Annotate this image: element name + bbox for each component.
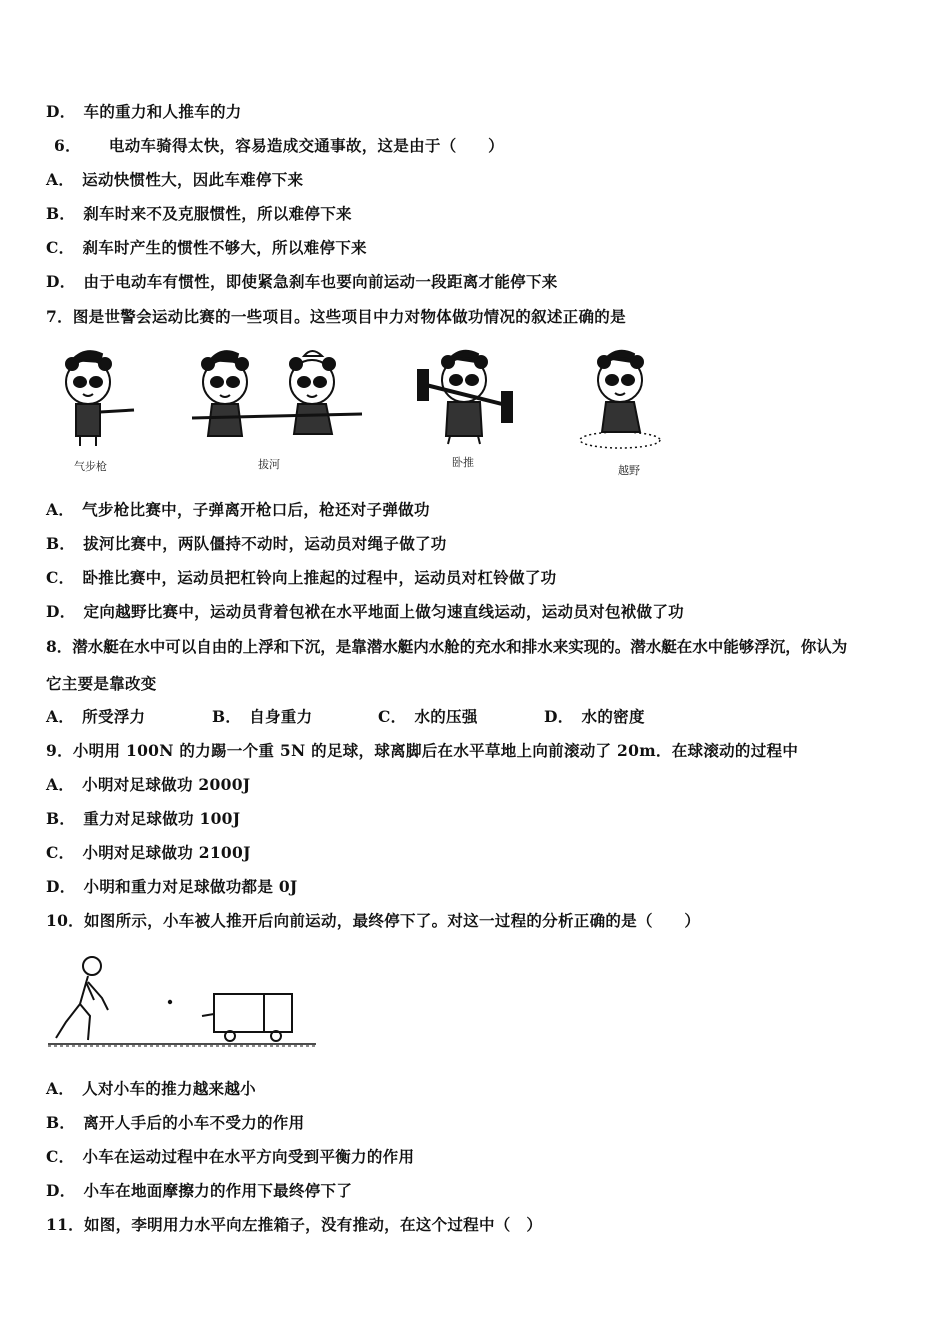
caption-orienteering: 越野	[618, 464, 640, 477]
question-text: 它主要是靠改变	[46, 674, 157, 693]
question-text: 电动车骑得太快，容易造成交通事故，这是由于（ ）	[108, 136, 504, 155]
option-text: 所受浮力	[82, 707, 146, 726]
option-label: B．	[46, 1113, 76, 1132]
q8-option-d	[544, 707, 645, 727]
option-label: A．	[46, 500, 75, 519]
cart-figure	[169, 994, 292, 1041]
option-text: 由于电动车有惯性，即使紧急刹车也要向前运动一段距离才能停下来	[83, 272, 558, 291]
option-text: 定向越野比赛中，运动员背着包袱在水平地面上做匀速直线运动，运动员对包袱做了功	[83, 602, 684, 621]
question-text: 11．如图，李明用力水平向左推箱子，没有推动，在这个过程中（ ）	[46, 1215, 543, 1234]
question-number: 6．	[54, 136, 81, 155]
q10-stem	[46, 911, 700, 931]
option-text: 人对小车的推力越来越小	[82, 1079, 256, 1098]
question-text: 10．如图所示，小车被人推开后向前运动，最终停下了。对这一过程的分析正确的是（ ）	[46, 911, 701, 930]
option-label: C．	[46, 1147, 75, 1166]
option-text: 水的密度	[581, 707, 645, 726]
q7-stem	[46, 307, 626, 327]
option-label: C．	[46, 568, 75, 587]
q7-option-d	[46, 602, 684, 622]
option-label: B．	[46, 204, 76, 223]
q9-option-a	[46, 775, 250, 795]
q7-option-c	[46, 568, 556, 588]
q7-option-b	[46, 534, 447, 554]
q10-option-b	[46, 1113, 304, 1133]
option-text: 水的压强	[414, 707, 478, 726]
option-label: B．	[46, 534, 76, 553]
caption-air-rifle: 气步枪	[74, 460, 107, 473]
q10-option-d	[46, 1181, 352, 1201]
option-text: 离开人手后的小车不受力的作用	[83, 1113, 305, 1132]
option-label: B．	[46, 809, 76, 828]
option-text: 卧推比赛中，运动员把杠铃向上推起的过程中，运动员对杠铃做了功	[82, 568, 557, 587]
panda-air-rifle	[66, 351, 134, 446]
q5-option-d	[46, 102, 242, 122]
question-text: 7．图是世警会运动比赛的一些项目。这些项目中力对物体做功情况的叙述正确的是	[46, 307, 626, 326]
q9-stem	[46, 741, 798, 761]
q9-option-c	[46, 843, 251, 863]
option-label: A．	[46, 775, 75, 794]
option-text: 小明对足球做功 2100J	[82, 843, 251, 862]
q8-stem-line2	[46, 674, 157, 694]
panda-tug-of-war	[192, 351, 362, 436]
q6-option-a	[46, 170, 303, 190]
question-text: 8．潜水艇在水中可以自由的上浮和下沉，是靠潜水艇内水舱的充水和排水来实现的。潜水艇在水中能够浮沉，你认为	[46, 637, 848, 656]
option-label: D．	[46, 877, 76, 896]
q8-option-b	[212, 707, 378, 727]
option-text: 刹车时来不及克服惯性，所以难停下来	[83, 204, 352, 223]
q6-option-b	[46, 204, 352, 224]
q8-option-c	[378, 707, 544, 727]
q8-stem-line1	[46, 637, 847, 657]
option-text: 小车在运动过程中在水平方向受到平衡力的作用	[82, 1147, 415, 1166]
q8-options	[46, 707, 645, 727]
q7-figure	[50, 340, 690, 485]
option-text: 车的重力和人推车的力	[83, 102, 242, 121]
option-label: A．	[46, 170, 75, 189]
q10-option-a	[46, 1079, 256, 1099]
option-text: 拔河比赛中，两队僵持不动时，运动员对绳子做了功	[83, 534, 447, 553]
q10-option-c	[46, 1147, 414, 1167]
option-text: 气步枪比赛中，子弹离开枪口后，枪还对子弹做功	[82, 500, 430, 519]
option-label: D．	[46, 602, 76, 621]
option-text: 重力对足球做功 100J	[83, 809, 241, 828]
q6-option-c	[46, 238, 367, 258]
option-label: C．	[378, 707, 407, 726]
q7-option-a	[46, 500, 430, 520]
caption-tug-of-war: 拔河	[258, 458, 280, 471]
option-text: 小明和重力对足球做功都是 0J	[83, 877, 298, 896]
option-label: D．	[46, 272, 76, 291]
option-label: A．	[46, 1079, 75, 1098]
panda-bench-press	[418, 351, 512, 444]
q11-stem	[46, 1215, 542, 1235]
option-label: D．	[46, 102, 76, 121]
q10-figure	[44, 952, 324, 1052]
q8-option-a	[46, 707, 212, 727]
option-label: A．	[46, 707, 75, 726]
question-text: 9．小明用 100N 的力踢一个重 5N 的足球，球离脚后在水平草地上向前滚动了 20m．在球滚动的过程中	[46, 741, 799, 760]
option-text: 运动快惯性大，因此车难停下来	[82, 170, 304, 189]
option-label: C．	[46, 238, 75, 257]
option-label: C．	[46, 843, 75, 862]
q6-stem	[54, 136, 504, 156]
option-label: D．	[46, 1181, 76, 1200]
option-text: 自身重力	[249, 707, 313, 726]
person-figure	[56, 957, 108, 1040]
option-label: D．	[544, 707, 574, 726]
option-text: 小车在地面摩擦力的作用下最终停下了	[83, 1181, 353, 1200]
option-text: 小明对足球做功 2000J	[82, 775, 251, 794]
q9-option-b	[46, 809, 240, 829]
caption-bench-press: 卧推	[452, 456, 474, 469]
q9-option-d	[46, 877, 298, 897]
q6-option-d	[46, 272, 558, 292]
panda-orienteering	[580, 351, 660, 448]
option-text: 刹车时产生的惯性不够大，所以难停下来	[82, 238, 367, 257]
option-label: B．	[212, 707, 242, 726]
